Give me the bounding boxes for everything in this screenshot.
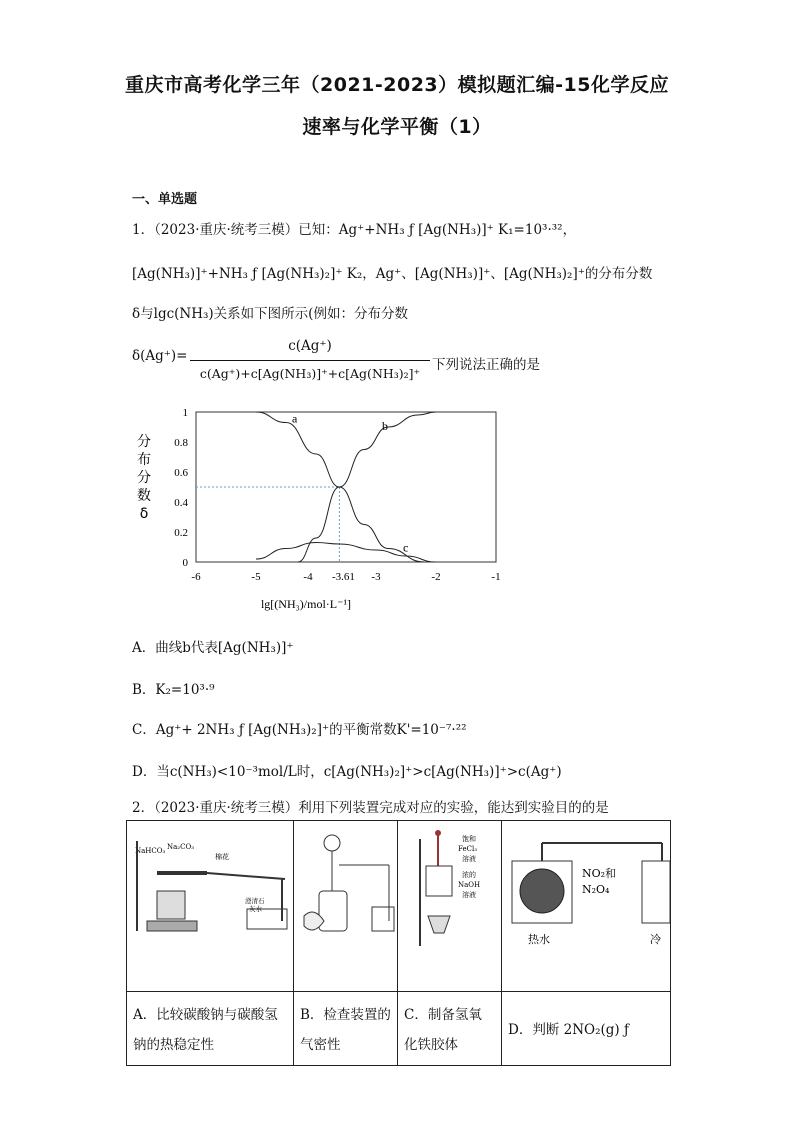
x-tick-label: -2 [431,571,441,583]
apparatus-a-cell [127,821,294,992]
fraction-bar [190,360,430,361]
y-tick-labels [174,407,188,569]
x-tick-labels [191,571,500,583]
guide-lines [196,487,339,562]
apparatus-b-cell [294,821,398,992]
label-hot-water: 热水 [528,933,550,946]
option-c: C．Ag⁺+ 2NH₃ ƒ [Ag(NH₃)₂]⁺的平衡常数K'=10⁻⁷·²² [132,722,467,738]
label-cold: 冷 [650,933,661,946]
y-tick-label: 1 [182,407,188,419]
q1-line1: 1．（2023·重庆·统考三模）已知：Ag⁺+NH₃ ƒ [Ag(NH₃)]⁺ K₁=10³·³²， [132,222,577,238]
x-tick-label: -3.61 [331,571,355,583]
q1-line2: [Ag(NH₃)]⁺+NH₃ ƒ [Ag(NH₃)₂]⁺ K₂，Ag⁺、[Ag(NH₃)]⁺、[Ag(NH₃)₂]⁺的分布分数 [132,266,653,282]
option-a: A．曲线b代表[Ag(NH₃)]⁺ [132,640,294,656]
x-axis-label: lg[(NH₃)/mol·L⁻¹] [260,597,352,611]
curve-b [298,412,436,562]
page-subtitle: 速率与化学平衡（1） [302,116,492,138]
label-solution-1: 溶液 [462,855,476,863]
curve-label-c: c [403,540,409,555]
y-label-char: 分 [137,434,151,450]
y-label-char: 分 [137,470,151,486]
y-tick-label: 0 [182,557,188,569]
section-heading: 一、单选题 [132,192,198,207]
caption-c: C．制备氢氧化铁胶体 [398,992,502,1066]
y-tick-label: 0.4 [174,497,188,509]
apparatus-d-cell [502,821,671,992]
caption-b: B．检查装置的气密性 [294,992,398,1066]
curves [256,412,436,563]
x-tick-label: -6 [191,571,201,583]
label-no2: NO₂和 [582,867,617,880]
option-b: B．K₂=10³·⁹ [132,682,215,698]
y-tick-label: 0.2 [174,527,188,539]
formula-lhs: δ(Ag⁺)= [132,348,188,364]
label-n2o4: N₂O₄ [582,883,610,896]
q1-line3: δ与lgc(NH₃)关系如下图所示(例如：分布分数 [132,306,408,322]
x-tick-label: -1 [491,571,501,583]
x-tick-label: -5 [251,571,261,583]
q2-stem: 2．（2023·重庆·统考三模）利用下列装置完成对应的实验，能达到实验目的的是 [132,800,609,816]
y-label-char: δ [139,506,149,522]
label-naoh: NaOH [458,881,481,889]
formula-tail: 下列说法正确的是 [432,357,540,373]
apparatus-table [126,820,671,1066]
caption-d: D．判断 2NO₂(g) ƒ [502,992,671,1066]
label-cotton: 棉花 [215,853,229,861]
label-nahco3: NaHCO₃ [135,847,166,855]
label-saturated: 饱和 [462,835,476,843]
curve-label-a: a [292,411,298,426]
label-na2co3: Na₂CO₃ [167,843,195,851]
label-limewater-1: 澄清石 [245,897,265,905]
caption-a: A．比较碳酸钠与碳酸氢钠的热稳定性 [127,992,294,1066]
curve-label-b: b [382,419,388,433]
label-fecl3: FeCl₃ [458,845,478,853]
y-tick-label: 0.6 [174,467,188,479]
y-tick-label: 0.8 [174,437,188,449]
formula-numerator: c(Ag⁺) [288,338,332,354]
apparatus-d-drawing [502,821,670,987]
y-axis-label [137,434,151,522]
apparatus-b-drawing [294,821,397,987]
apparatus-a-drawing [127,821,293,987]
option-d: D．当c(NH₃)<10⁻³mol/L时，c[Ag(NH₃)₂]⁺>c[Ag(NH₃)]⁺>c(Ag⁺) [132,764,562,780]
formula-denominator: c(Ag⁺)+c[Ag(NH₃)]⁺+c[Ag(NH₃)₂]⁺ [199,366,421,381]
curve-c [256,540,436,563]
apparatus-c-drawing [398,821,501,987]
y-label-char: 数 [137,488,151,504]
apparatus-c-cell [398,821,502,992]
x-tick-label: -4 [303,571,313,583]
distribution-chart [120,398,520,618]
page-title: 重庆市高考化学三年（2021-2023）模拟题汇编-15化学反应 [125,74,669,96]
label-conc: 浓的 [462,871,476,879]
label-solution-2: 溶液 [462,891,476,899]
x-tick-label: -3 [371,571,381,583]
label-limewater-2: 灰水 [249,905,262,913]
y-label-char: 布 [137,452,151,468]
